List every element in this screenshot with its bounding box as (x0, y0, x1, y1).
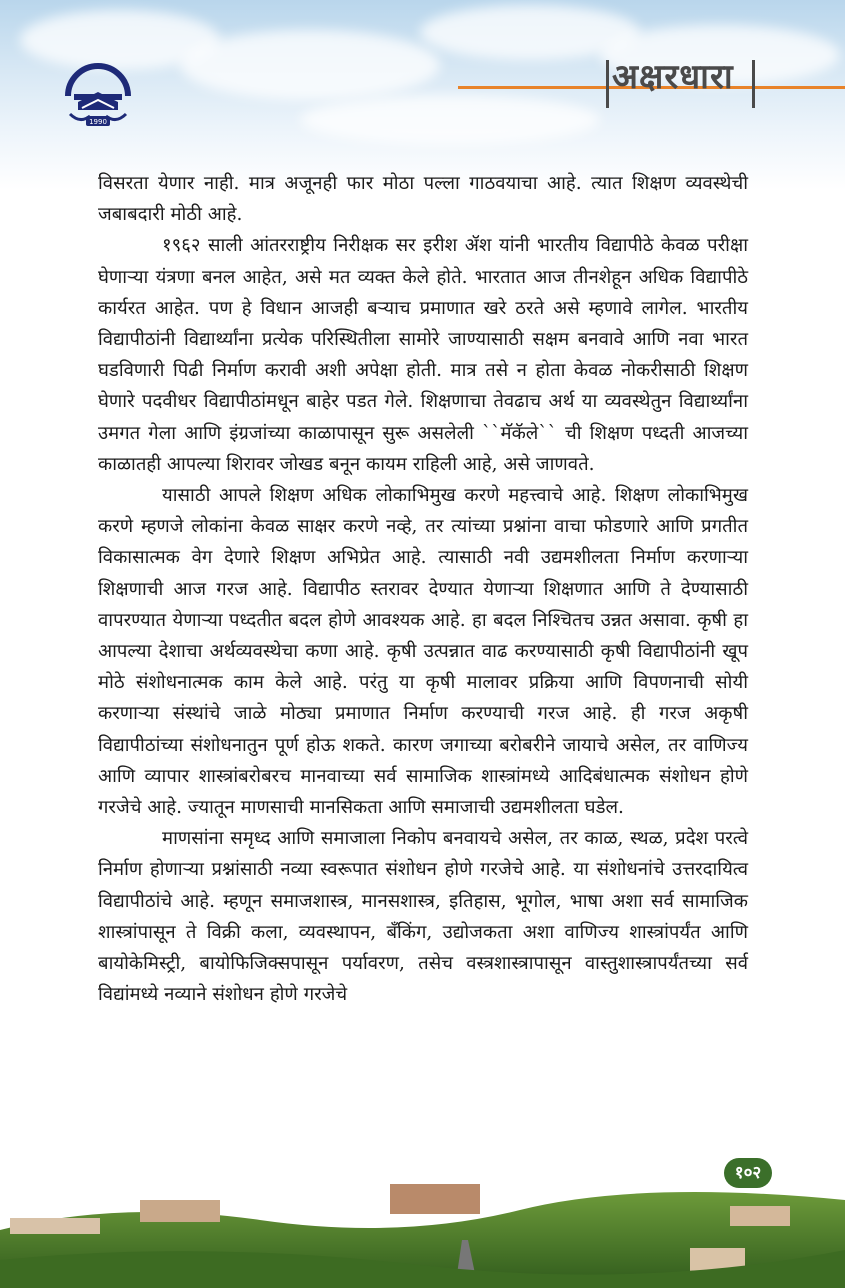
logo-year: 1990 (89, 118, 107, 126)
page-number-badge: १०२ (724, 1158, 772, 1188)
brand-left-bar (606, 60, 609, 108)
paragraph: १९६२ साली आंतरराष्ट्रीय निरीक्षक सर इरीश ॲश यांनी भारतीय विद्यापीठे केवळ परीक्षा घेणाऱ्या यंत्रणा बनल आहेत, असे मत व्यक्त केले होते. भारतात आज तीनशेहून अधिक विद्यापीठे कार्यरत आहेत. पण हे विधान आजही बऱ्याच प्रमाणात खरे ठरते असे म्हणावे लागेल. भारतीय विद्यापीठांनी विद्यार्थ्यांना प्रत्येक परिस्थितीला सामोरे जाण्यासाठी सक्षम बनवावे आणि नवा भारत घडविणारी पिढी निर्माण करावी अशी अपेक्षा होती. मात्र तसे न होता केवळ नोकरीसाठी शिक्षण घेणारे पदवीधर विद्यापीठांमधून बाहेर पडत गेले. शिक्षणाचा तेवढाच अर्थ या व्यवस्थेतुन विद्यार्थ्यांना उमगत गेला आणि इंग्रजांच्या काळापासून सुरू असलेली ``मॅकॅले`` ची शिक्षण पध्दती आजच्या काळातही आपल्या शिरावर जोखड बनून कायम राहिली आहे, असे जाणवते. (98, 235, 748, 475)
university-logo (60, 58, 136, 134)
paragraph: माणसांना समृध्द आणि समाजाला निकोप बनवायचे असेल, तर काळ, स्थळ, प्रदेश परत्वे निर्माण होणाऱ्या प्रश्नांसाठी नव्या स्वरूपात संशोधन होणे गरजेचे आहे. या संशोधनांचे उत्तरदायित्व विद्यापीठांचे आहे. म्हणून समाजशास्त्र, मानसशास्त्र, इतिहास, भूगोल, भाषा अशा सर्व सामाजिक शास्त्रांपासून ते विक्री कला, व्यवस्थापन, बँकिंग, उद्योजकता अशा वाणिज्य शास्त्रांपर्यंत आणि बायोकेमिस्ट्री, बायोफिजिक्सपासून पर्यावरण, तसेच वस्त्रशास्त्रापासून वास्तुशास्त्रापर्यंतच्या सर्व विद्यांमध्ये नव्याने संशोधन होणे गरजेचे (98, 828, 748, 1006)
paragraph: विसरता येणार नाही. मात्र अजूनही फार मोठा पल्ला गाठवयाचा आहे. त्यात शिक्षण व्यवस्थेची जबाबदारी मोठी आहे. (98, 173, 748, 226)
article-body (98, 168, 748, 1010)
paragraph: यासाठी आपले शिक्षण अधिक लोकाभिमुख करणे महत्त्वाचे आहे. शिक्षण लोकाभिमुख करणे म्हणजे लोकांना केवळ साक्षर करणे नव्हे, तर त्यांच्या प्रश्नांना वाचा फोडणारे आणि प्रगतीत विकासात्मक वेग देणारे शिक्षण अभिप्रेत आहे. त्यासाठी नवी उद्यमशीलता निर्माण करणाऱ्या शिक्षणाची आज गरज आहे. विद्यापीठ स्तरावर देण्यात येणाऱ्या शिक्षणात आणि ते देण्यासाठी वापरण्यात येणाऱ्या पध्दतीत बदल होणे आवश्यक आहे. हा बदल निश्चितच उन्नत असावा. कृषी हा आपल्या देशाचा अर्थव्यवस्थेचा कणा आहे. कृषी उत्पन्नात वाढ करण्यासाठी कृषी विद्यापीठांनी खूप मोठे संशोधनात्मक काम केले आहे. परंतु या कृषी मालावर प्रक्रिया आणि विपणनाची सोयी करणाऱ्या संस्थांचे जाळे मोठ्या प्रमाणात निर्माण करण्याची गरज आहे. ही गरज अकृषी विद्यापीठांच्या संशोधनातुन पूर्ण होऊ शकते. कारण जगाच्या बरोबरीने जायाचे असेल, तर वाणिज्य आणि व्यापार शास्त्रांबरोबरच मानवाच्या सर्व सामाजिक शास्त्रांमध्ये आदिबंधात्मक संशोधन होणे गरजेचे आहे. ज्यातून माणसाची मानसिकता आणि समाजाची उद्यमशीलता घडेल. (98, 485, 748, 819)
brand-title: अक्षरधारा (612, 57, 734, 97)
brand-right-bar (752, 60, 755, 108)
campus-landscape-image (0, 1170, 845, 1288)
